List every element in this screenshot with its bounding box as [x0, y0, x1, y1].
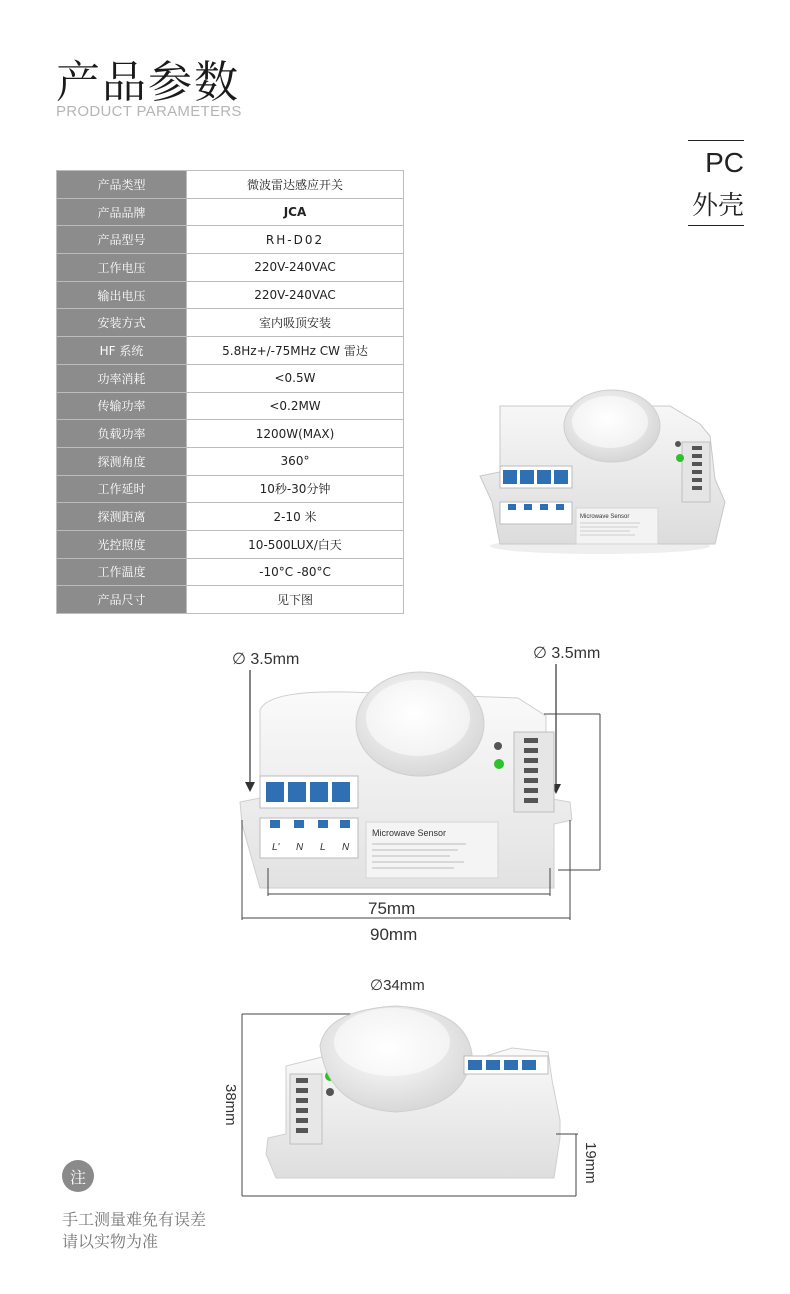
- spec-label: 产品型号: [57, 226, 187, 254]
- spec-label: 探测距离: [57, 503, 187, 531]
- spec-value: 220V-240VAC: [187, 254, 404, 282]
- table-row: [57, 475, 404, 503]
- table-row: [57, 281, 404, 309]
- spec-label: 安装方式: [57, 309, 187, 337]
- table-row: [57, 171, 404, 199]
- spec-value: RH-D02: [187, 226, 404, 254]
- note-text: 手工测量难免有误差: [62, 1210, 207, 1229]
- inner-width-label: 75mm: [368, 899, 416, 918]
- spec-value: 360°: [187, 447, 404, 475]
- spec-value: 220V-240VAC: [187, 281, 404, 309]
- note-badge: 注: [62, 1160, 94, 1192]
- spec-label: 探测角度: [57, 447, 187, 475]
- base-height-label: 19mm: [582, 1142, 599, 1184]
- spec-label: 光控照度: [57, 530, 187, 558]
- terminal-label: L': [272, 842, 280, 853]
- spec-value: 见下图: [187, 586, 404, 614]
- page-title: 产品参数: [56, 57, 240, 108]
- product-label-heading: Microwave Sensor: [580, 514, 630, 520]
- table-row: [57, 420, 404, 448]
- table-row: [57, 198, 404, 226]
- spec-label: 负载功率: [57, 420, 187, 448]
- table-row: [57, 254, 404, 282]
- table-row: [57, 392, 404, 420]
- spec-label: 产品尺寸: [57, 586, 187, 614]
- table-row: [57, 364, 404, 392]
- table-row: [57, 503, 404, 531]
- spec-value: -10°C -80°C: [187, 558, 404, 586]
- spec-label: 产品品牌: [57, 198, 187, 226]
- terminal-label: N: [296, 842, 304, 853]
- table-row: [57, 530, 404, 558]
- outer-width-label: 90mm: [370, 925, 418, 944]
- dome-diameter-label: ∅34mm: [370, 977, 425, 994]
- table-row: [57, 226, 404, 254]
- hole-left-label: ∅ 3.5mm: [232, 651, 300, 668]
- spec-value: 室内吸顶安装: [187, 309, 404, 337]
- height-label: 38mm: [222, 1084, 239, 1126]
- spec-value: 10秒-30分钟: [187, 475, 404, 503]
- table-row: [57, 558, 404, 586]
- spec-value: 微波雷达感应开关: [187, 171, 404, 199]
- terminal-label: L: [320, 842, 326, 853]
- spec-label: 工作电压: [57, 254, 187, 282]
- spec-label: HF 系统: [57, 337, 187, 365]
- material-sublabel: 外壳: [691, 191, 744, 221]
- spec-label: 功率消耗: [57, 364, 187, 392]
- page-subtitle: PRODUCT PARAMETERS: [56, 103, 242, 120]
- product-photo: [470, 384, 730, 559]
- table-row: [57, 337, 404, 365]
- material-label: PC: [705, 147, 744, 178]
- dimension-drawing-side: [216, 970, 616, 1205]
- spec-value: <0.5W: [187, 364, 404, 392]
- dimension-drawing-top: [228, 640, 618, 950]
- spec-label: 输出电压: [57, 281, 187, 309]
- spec-value: 5.8Hz+/-75MHz CW 雷达: [187, 337, 404, 365]
- spec-table: [56, 170, 404, 614]
- material-block: [688, 140, 744, 226]
- spec-label: 传输功率: [57, 392, 187, 420]
- table-row: [57, 447, 404, 475]
- spec-value: 10-500LUX/白天: [187, 530, 404, 558]
- spec-label: 工作延时: [57, 475, 187, 503]
- spec-value: 1200W(MAX): [187, 420, 404, 448]
- spec-label: 产品类型: [57, 171, 187, 199]
- terminal-label: N: [342, 842, 350, 853]
- hole-right-label: ∅ 3.5mm: [533, 645, 601, 662]
- product-label-heading: Microwave Sensor: [372, 828, 447, 838]
- spec-label: 工作温度: [57, 558, 187, 586]
- table-row: [57, 586, 404, 614]
- table-row: [57, 309, 404, 337]
- spec-value: JCA: [187, 198, 404, 226]
- note-text: 请以实物为准: [62, 1232, 159, 1251]
- spec-value: 2-10 米: [187, 503, 404, 531]
- spec-value: <0.2MW: [187, 392, 404, 420]
